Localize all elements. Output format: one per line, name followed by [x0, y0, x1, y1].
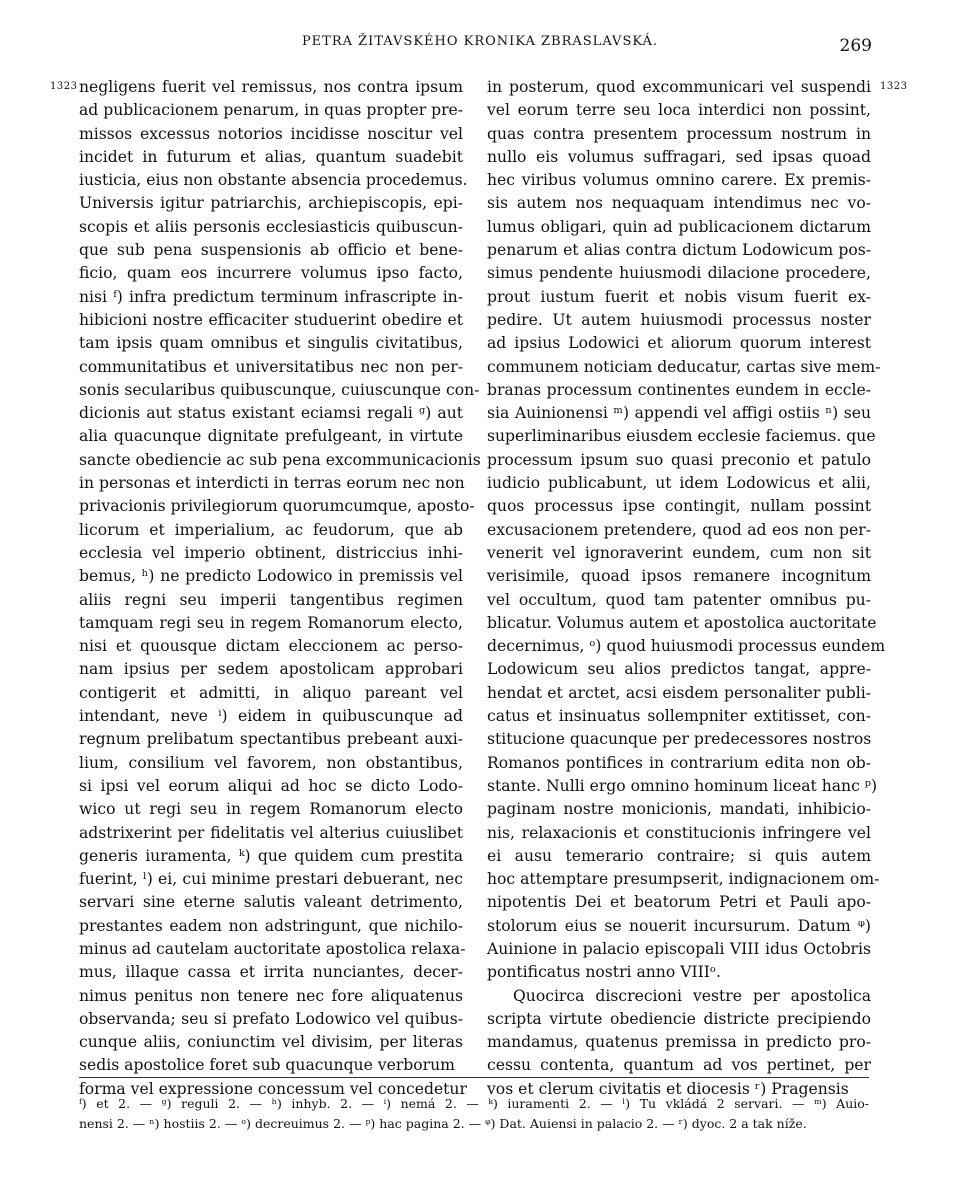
text-line: Romanos pontifices in contrarium edita non ob-: [487, 753, 871, 772]
text-line: superliminaribus eiusdem ecclesie faciemus. que: [487, 427, 876, 446]
text-line: communitatibus et universitatibus nec non per-: [79, 357, 463, 376]
text-line: quos processus ipse contingit, nullam possint: [487, 497, 871, 516]
text-line: mandamus, quatenus premissa in predicto pro-: [487, 1033, 871, 1052]
text-line: ficio, quam eos incurrere volumus ipso facto,: [79, 264, 463, 283]
text-line: scopis et aliis personis ecclesiasticis quibuscun-: [79, 217, 463, 236]
text-line: tamquam regi seu in regem Romanorum electo,: [79, 613, 463, 632]
text-line: ad publicacionem penarum, in quas propter pre-: [79, 101, 464, 120]
text-line: pontificatus nostri anno VIIIᵒ.: [487, 963, 721, 982]
text-line: cessu contenta, quantum ad vos pertinet, per: [487, 1056, 871, 1075]
footnote-line: ᶠ) et 2. — ᵍ) reguli 2. — ʰ) inhyb. 2. — ⁱ) nemá 2. — ᵏ) iuramenti 2. — ˡ) Tu vkládá 2 servari. — ᵐ) Auio-: [79, 1096, 869, 1111]
text-line: minus ad cautelam auctoritate apostolica relaxa-: [79, 939, 466, 958]
margin-year-left: 1323: [50, 81, 78, 92]
text-line: Universis igitur patriarchis, archiepiscopis, epi-: [79, 194, 463, 213]
text-line: prout iustum fuerit et nobis visum fuerit ex-: [487, 287, 871, 306]
text-line: sonis secularibus quibuscunque, cuiuscunque con-: [79, 380, 480, 399]
text-line: licorum et imperialium, ac feudorum, que ab: [79, 520, 463, 539]
text-line: nam ipsius per sedem apostolicam approbari: [79, 660, 463, 679]
text-line: paginam nostre monicionis, mandati, inhibicio-: [487, 800, 871, 819]
text-line: forma vel expressione concessum vel concedetur: [79, 1079, 467, 1098]
text-line: stitucione quacunque per predecessores nostros: [487, 730, 872, 749]
text-line: blicatur. Volumus autem et apostolica auctoritate: [487, 613, 877, 632]
text-line: hendat et arctet, acsi eisdem personaliter publi-: [487, 683, 871, 702]
text-line: fuerint, ˡ) ei, cui minime prestari debuerant, nec: [79, 870, 463, 889]
text-line: nullo eis volumus suffragari, sed ipsas quoad: [487, 147, 871, 166]
text-line: contigerit et admitti, in aliquo pareant vel: [79, 683, 463, 702]
text-line: generis iuramenta, ᵏ) que quidem cum prestita: [79, 846, 463, 865]
text-line: iusticia, eius non obstante absencia procedemus.: [79, 171, 468, 190]
text-line: communem noticiam deducatur, cartas sive mem-: [487, 357, 881, 376]
text-line: intendant, neve ⁱ) eidem in quibuscunque ad: [79, 707, 463, 726]
text-line: sedis apostolice foret sub quacunque verborum: [79, 1056, 455, 1075]
footnote-divider: [79, 1077, 869, 1078]
text-line: Auinione in palacio episcopali VIII idus Octobris: [487, 939, 871, 958]
text-line: hec viribus volumus omnino carere. Ex premis-: [487, 171, 871, 190]
text-line: nis, relaxacionis et constitucionis infringere vel: [487, 823, 871, 842]
text-line: quas contra presentem processum nostrum in: [487, 124, 871, 143]
text-line: missos excessus notorios incidisse noscitur vel: [79, 124, 463, 143]
text-line: lumus obligari, quin ad publicacionem dictarum: [487, 217, 871, 236]
footnote-line: nensi 2. — ⁿ) hostiis 2. — ᵒ) decreuimus 2. — ᵖ) hac pagina 2. — ᵠ) Dat. Auiensi in palacio 2. — ʳ) dyoc. 2 a tak níže.: [79, 1116, 807, 1131]
text-line: Lodowicum seu alios predictos tangat, appre-: [487, 660, 871, 679]
text-line: decernimus, ᵒ) quod huiusmodi processus eundem: [487, 637, 886, 656]
text-line: stante. Nulli ergo omnino hominum liceat hanc ᵖ): [487, 776, 878, 795]
text-line: bemus, ʰ) ne predicto Lodowico in premissis vel: [79, 567, 463, 586]
text-line: sancte obediencie ac sub pena excommunicacionis: [79, 450, 481, 469]
text-line: alia quacunque dignitate prefulgeant, in virtute: [79, 427, 463, 446]
text-line: pedire. Ut autem huiusmodi processus noster: [487, 310, 871, 329]
text-line: sia Auinionensi ᵐ) appendi vel affigi ostiis ⁿ) seu: [487, 404, 871, 423]
text-line: ei ausu temerario contraire; si quis autem: [487, 846, 871, 865]
text-line: sis autem nos nequaquam intendimus nec vo-: [487, 194, 871, 213]
margin-year-right: 1323: [880, 81, 908, 92]
text-line: in personas et interdicti in terras eorum nec non: [79, 474, 465, 493]
footnotes: [79, 1094, 869, 1134]
text-line: regnum prelibatum spectantibus prebeant auxi-: [79, 730, 463, 749]
text-line: catus et insinuatus sollempniter extitisset, con-: [487, 707, 871, 726]
page-header: [0, 34, 960, 58]
text-line: privacionis privilegiorum quorumcumque, aposto-: [79, 497, 475, 516]
text-line: incidet in futurum et alias, quantum suadebit: [79, 147, 463, 166]
text-line: si ipsi vel eorum aliqui ad hoc se dicto Lodo-: [79, 776, 463, 795]
text-line: servari sine eterne salutis valeant detrimento,: [79, 893, 463, 912]
text-line: aliis regni seu imperii tangentibus regimen: [79, 590, 463, 609]
text-line: ad ipsius Lodowici et aliorum quorum interest: [487, 334, 871, 353]
text-line: vos et clerum civitatis et diocesis ʳ) Pragensis: [487, 1079, 849, 1098]
text-line: observanda; seu si prefato Lodowico vel quibus-: [79, 1009, 463, 1028]
text-line: tam ipsis quam omnibus et singulis civitatibus,: [79, 334, 463, 353]
text-line: que sub pena suspensionis ab officio et bene-: [79, 241, 463, 260]
text-line: processum ipsum suo quasi preconio et patulo: [487, 450, 871, 469]
text-line: negligens fuerit vel remissus, nos contra ipsum: [79, 78, 463, 96]
page-number: 269: [839, 36, 872, 56]
text-line: scripta virtute obediencie districte precipiendo: [487, 1009, 871, 1028]
text-line: penarum et alias contra dictum Lodowicum pos-: [487, 241, 871, 260]
text-line: nipotentis Dei et beatorum Petri et Pauli apo-: [487, 893, 871, 912]
running-title: PETRA ŽITAVSKÉHO KRONIKA ZBRASLAVSKÁ.: [301, 34, 659, 49]
text-line: hibicioni nostre efficaciter studuerint obedire et: [79, 310, 463, 329]
text-line: excusacionem pretendere, quod ad eos non per-: [487, 520, 871, 539]
text-line: wico ut regi seu in regem Romanorum electo: [79, 800, 463, 819]
text-line: ecclesia vel imperio obtinent, districcius inhi-: [79, 543, 463, 562]
left-column: [79, 76, 481, 1101]
text-line: stolorum eius se nouerit incursurum. Datum ᵠ): [487, 916, 871, 935]
text-line: branas processum continentes eundem in eccle-: [487, 380, 871, 399]
text-line: prestantes eadem non adstringunt, que nichilo-: [79, 916, 463, 935]
text-line: venerit vel ignoraverint eundem, cum non sit: [487, 543, 871, 562]
text-line: nimus penitus non tenere nec fore aliquatenus: [79, 986, 463, 1005]
text-line: hoc attemptare presumpserit, indignacionem om-: [487, 870, 880, 889]
text-line: dicionis aut status existant eciamsi regali ᵍ) aut: [79, 404, 463, 423]
text-line: vel eorum terre seu loca interdici non possint,: [487, 101, 871, 120]
text-line: adstrixerint per fidelitatis vel alterius cuiuslibet: [79, 823, 463, 842]
text-line: verisimile, quoad ipsos remanere incognitum: [487, 567, 871, 586]
right-column: [487, 76, 886, 1101]
text-line: lium, consilium vel favorem, non obstantibus,: [79, 753, 463, 772]
text-line: cunque aliis, coniunctim vel divisim, per literas: [79, 1033, 463, 1052]
text-line: iudicio publicabunt, ut idem Lodowicus et alii,: [487, 474, 871, 493]
text-line: nisi ᶠ) infra predictum terminum infrascripte in-: [79, 287, 463, 306]
text-line: in posterum, quod excommunicari vel suspendi: [487, 78, 871, 96]
text-line: vel occultum, quod tam patenter omnibus pu-: [487, 590, 871, 609]
text-line: Quocirca discrecioni vestre per apostolica: [513, 986, 871, 1005]
text-line: nisi et quousque dictam eleccionem ac perso-: [79, 637, 463, 656]
text-line: mus, illaque cassa et irrita nunciantes, decer-: [79, 963, 463, 982]
text-line: simus pendente huiusmodi dilacione procedere,: [487, 264, 871, 283]
